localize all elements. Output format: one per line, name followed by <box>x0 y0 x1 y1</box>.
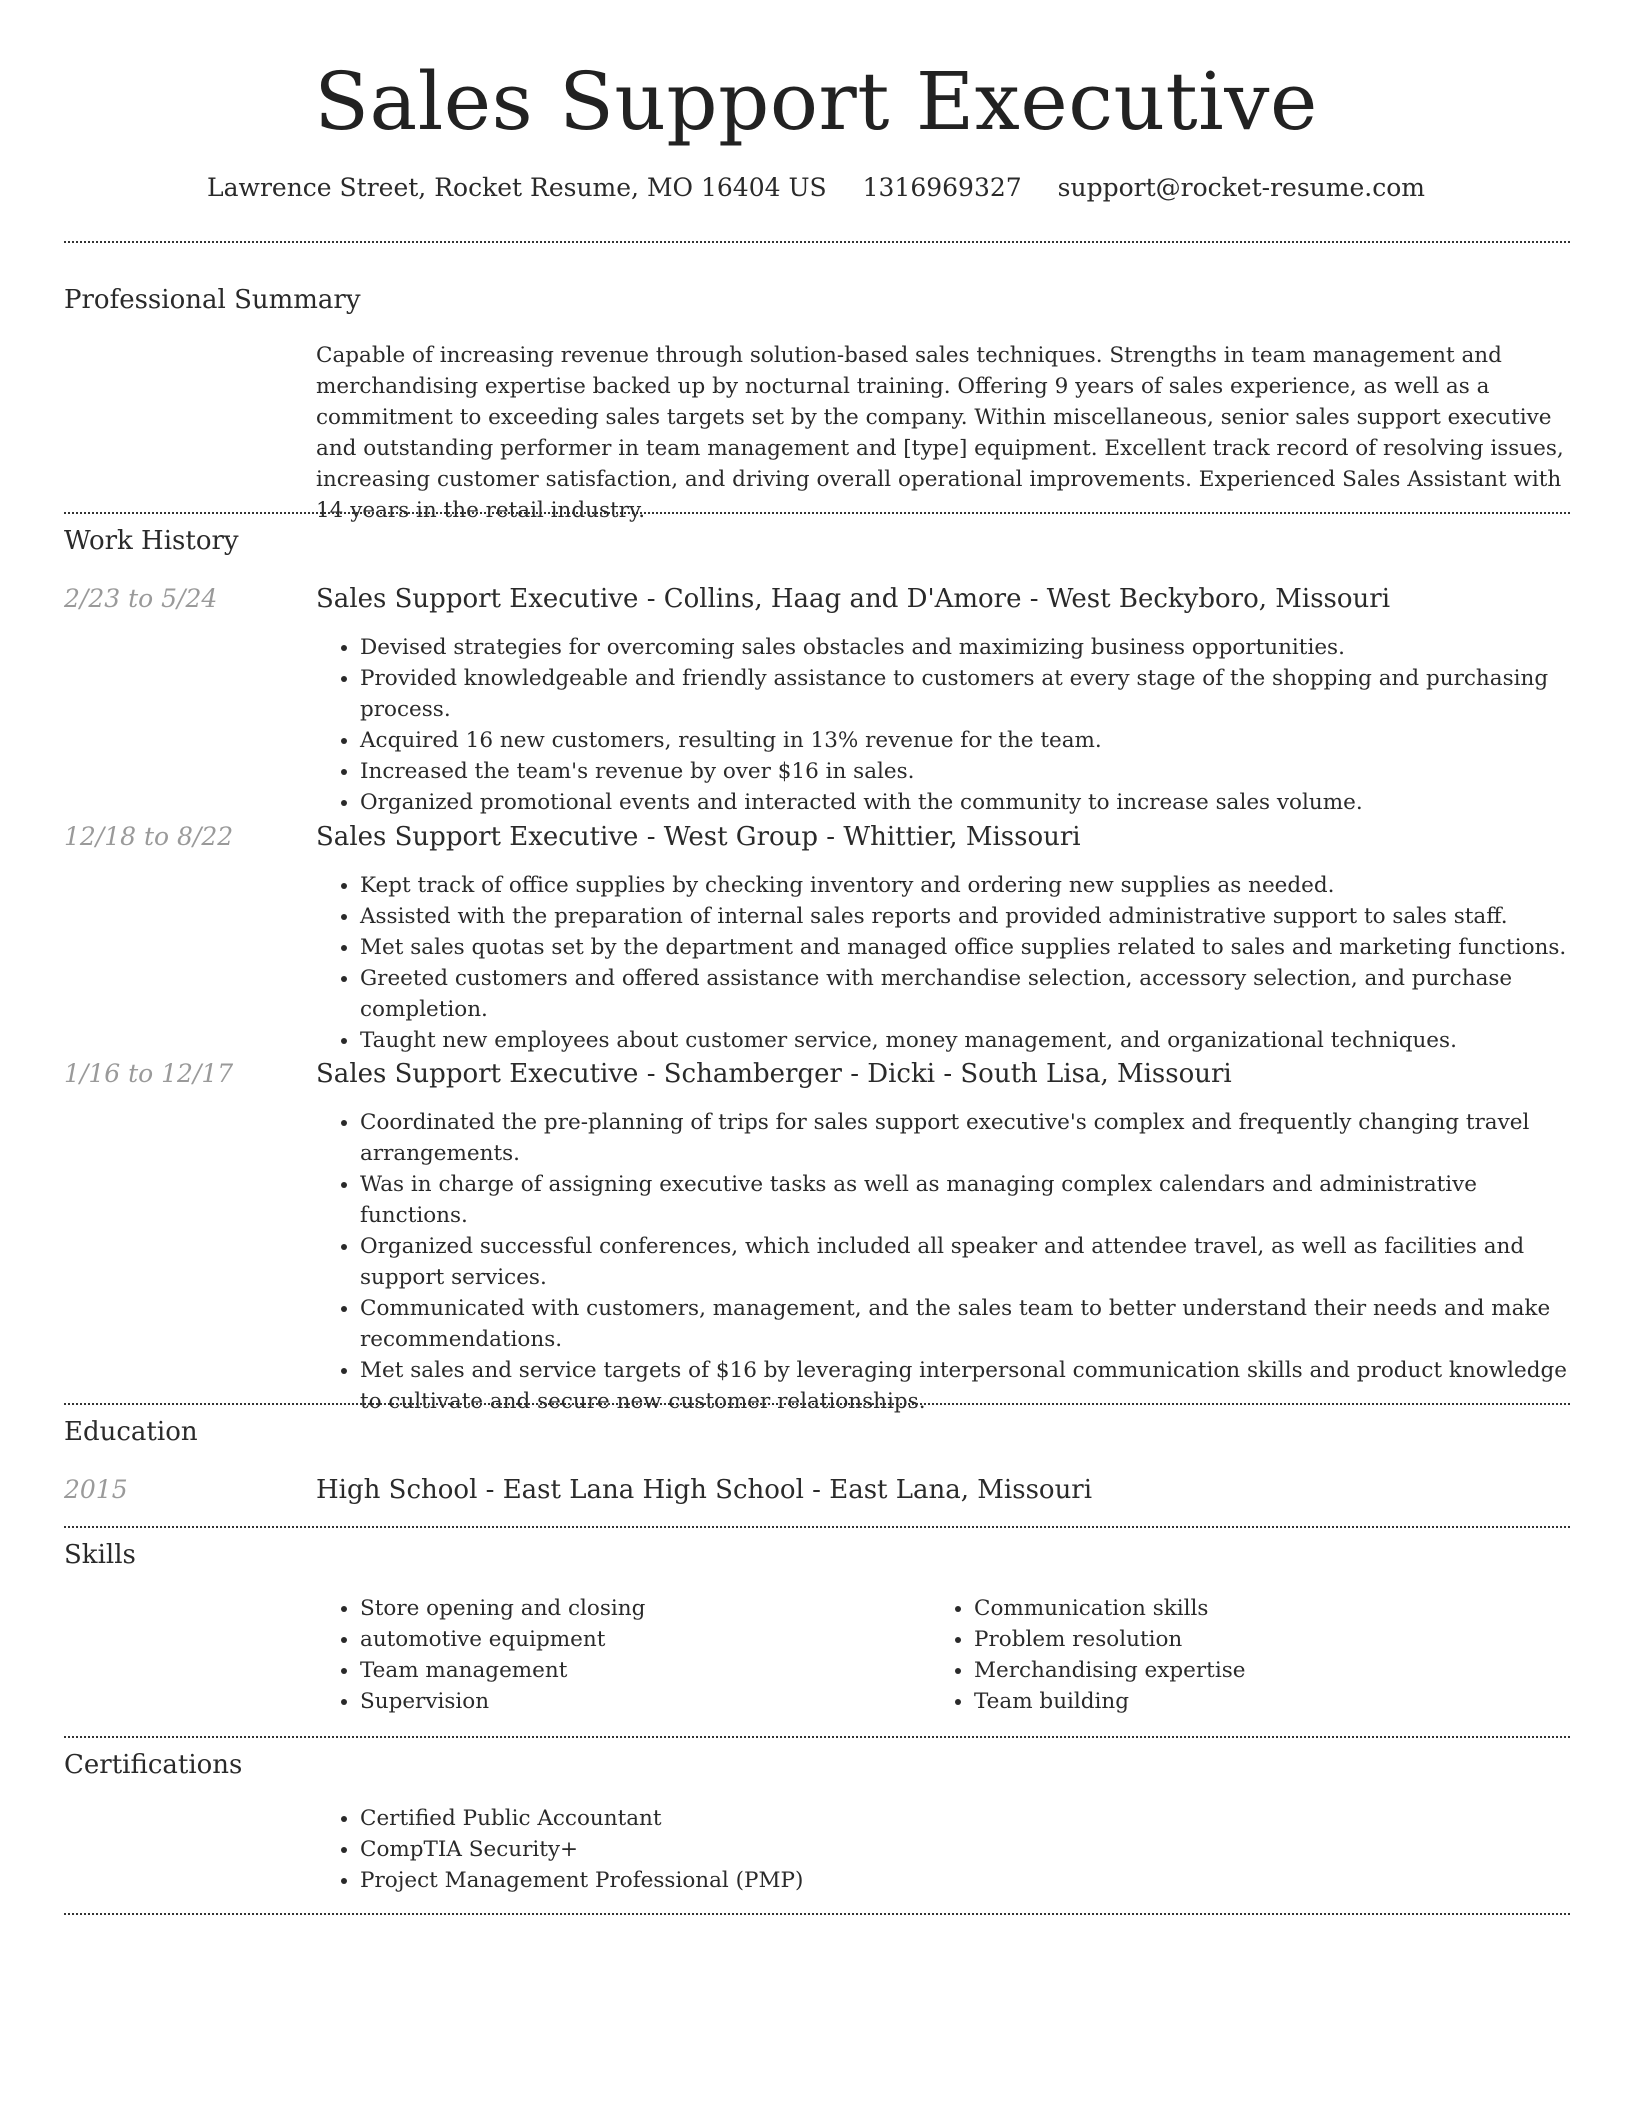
list-item: • Store opening and closing <box>360 1593 1570 1624</box>
list-item: • Organized successful conferences, which included all speaker and attendee travel, as well as facilities and support services. <box>360 1231 1570 1293</box>
list-item: • CompTIA Security+ <box>360 1834 1570 1865</box>
job-dates: 2/23 to 5/24 <box>64 584 218 613</box>
contact-address: Lawrence Street, Rocket Resume, MO 16404 US <box>207 173 827 202</box>
education-date: 2015 <box>64 1475 128 1504</box>
list-item: • Team building <box>974 1686 1632 1717</box>
list-item: • Problem resolution <box>974 1624 1632 1655</box>
list-item: • Devised strategies for overcoming sales obstacles and maximizing business opportunities. <box>360 632 1570 663</box>
section-title-certifications: Certifications <box>64 1750 243 1780</box>
divider <box>64 1736 1570 1738</box>
section-title-skills: Skills <box>64 1540 136 1570</box>
section-title-work-history: Work History <box>64 526 239 556</box>
job-dates: 1/16 to 12/17 <box>64 1059 234 1088</box>
list-item: • Taught new employees about customer service, money management, and organizational techniques. <box>360 1025 1570 1056</box>
job-heading: Sales Support Executive - Schamberger - Dicki - South Lisa, Missouri <box>316 1059 1232 1089</box>
list-item: • Provided knowledgeable and friendly assistance to customers at every stage of the shopping and purchasing process. <box>360 663 1570 725</box>
list-item: • Greeted customers and offered assistance with merchandise selection, accessory selection, and purchase completion. <box>360 963 1570 1025</box>
job-dates: 12/18 to 8/22 <box>64 822 234 851</box>
contact-line <box>0 170 1632 206</box>
list-item: • Merchandising expertise <box>974 1655 1632 1686</box>
job-bullets <box>316 632 1570 818</box>
list-item: • Supervision <box>360 1686 1570 1717</box>
list-item: • Team management <box>360 1655 1570 1686</box>
list-item: • Increased the team's revenue by over $16 in sales. <box>360 756 1570 787</box>
resume-name: Sales Support Executive <box>314 55 1318 148</box>
list-item: • Certified Public Accountant <box>360 1803 1570 1834</box>
job-bullets <box>316 870 1570 1056</box>
list-item: • Communication skills <box>974 1593 1632 1624</box>
contact-phone: 1316969327 <box>862 173 1022 202</box>
divider <box>64 241 1570 243</box>
list-item: • Was in charge of assigning executive tasks as well as managing complex calendars and administrative functions. <box>360 1169 1570 1231</box>
job-heading: Sales Support Executive - West Group - Whittier, Missouri <box>316 822 1081 852</box>
divider <box>64 1526 1570 1528</box>
list-item: • Met sales and service targets of $16 by leveraging interpersonal communication skills and product knowledge to cultivate and secure new customer relationships. <box>360 1355 1570 1417</box>
section-title-education: Education <box>64 1417 198 1447</box>
list-item: • Communicated with customers, management, and the sales team to better understand their needs and make recommendations. <box>360 1293 1570 1355</box>
list-item: • Assisted with the preparation of internal sales reports and provided administrative support to sales staff. <box>360 901 1570 932</box>
certifications-list <box>316 1803 1570 1896</box>
education-heading: High School - East Lana High School - East Lana, Missouri <box>316 1475 1093 1505</box>
skills-list-right <box>930 1593 1632 1717</box>
divider <box>64 1403 1570 1405</box>
list-item: • Project Management Professional (PMP) <box>360 1865 1570 1896</box>
job-heading: Sales Support Executive - Collins, Haag and D'Amore - West Beckyboro, Missouri <box>316 584 1391 614</box>
list-item: • Organized promotional events and interacted with the community to increase sales volume. <box>360 787 1570 818</box>
list-item: • Coordinated the pre-planning of trips for sales support executive's complex and frequently changing travel arrangements. <box>360 1107 1570 1169</box>
list-item: • Met sales quotas set by the department and managed office supplies related to sales and marketing functions. <box>360 932 1570 963</box>
job-bullets <box>316 1107 1570 1417</box>
summary-text: Capable of increasing revenue through solution-based sales techniques. Strengths in team management and merchandising expertise backed up by nocturnal training. Offering 9 years of sales experience, as well as a commitment to exceeding sales targets set by the company. Within miscellaneous, senior sales support executive and outstanding performer in team management and [type] equipment. Excellent track record of resolving issues, increasing customer satisfaction, and driving overall operational improvements. Experienced Sales Assistant with 14 years in the retail industry. <box>316 343 1564 523</box>
divider <box>64 1913 1570 1915</box>
list-item: • Acquired 16 new customers, resulting in 13% revenue for the team. <box>360 725 1570 756</box>
divider <box>64 512 1570 514</box>
list-item: • Kept track of office supplies by checking inventory and ordering new supplies as needed. <box>360 870 1570 901</box>
list-item: • automotive equipment <box>360 1624 1570 1655</box>
section-title-summary: Professional Summary <box>64 285 361 315</box>
contact-email: support@rocket-resume.com <box>1057 173 1425 202</box>
